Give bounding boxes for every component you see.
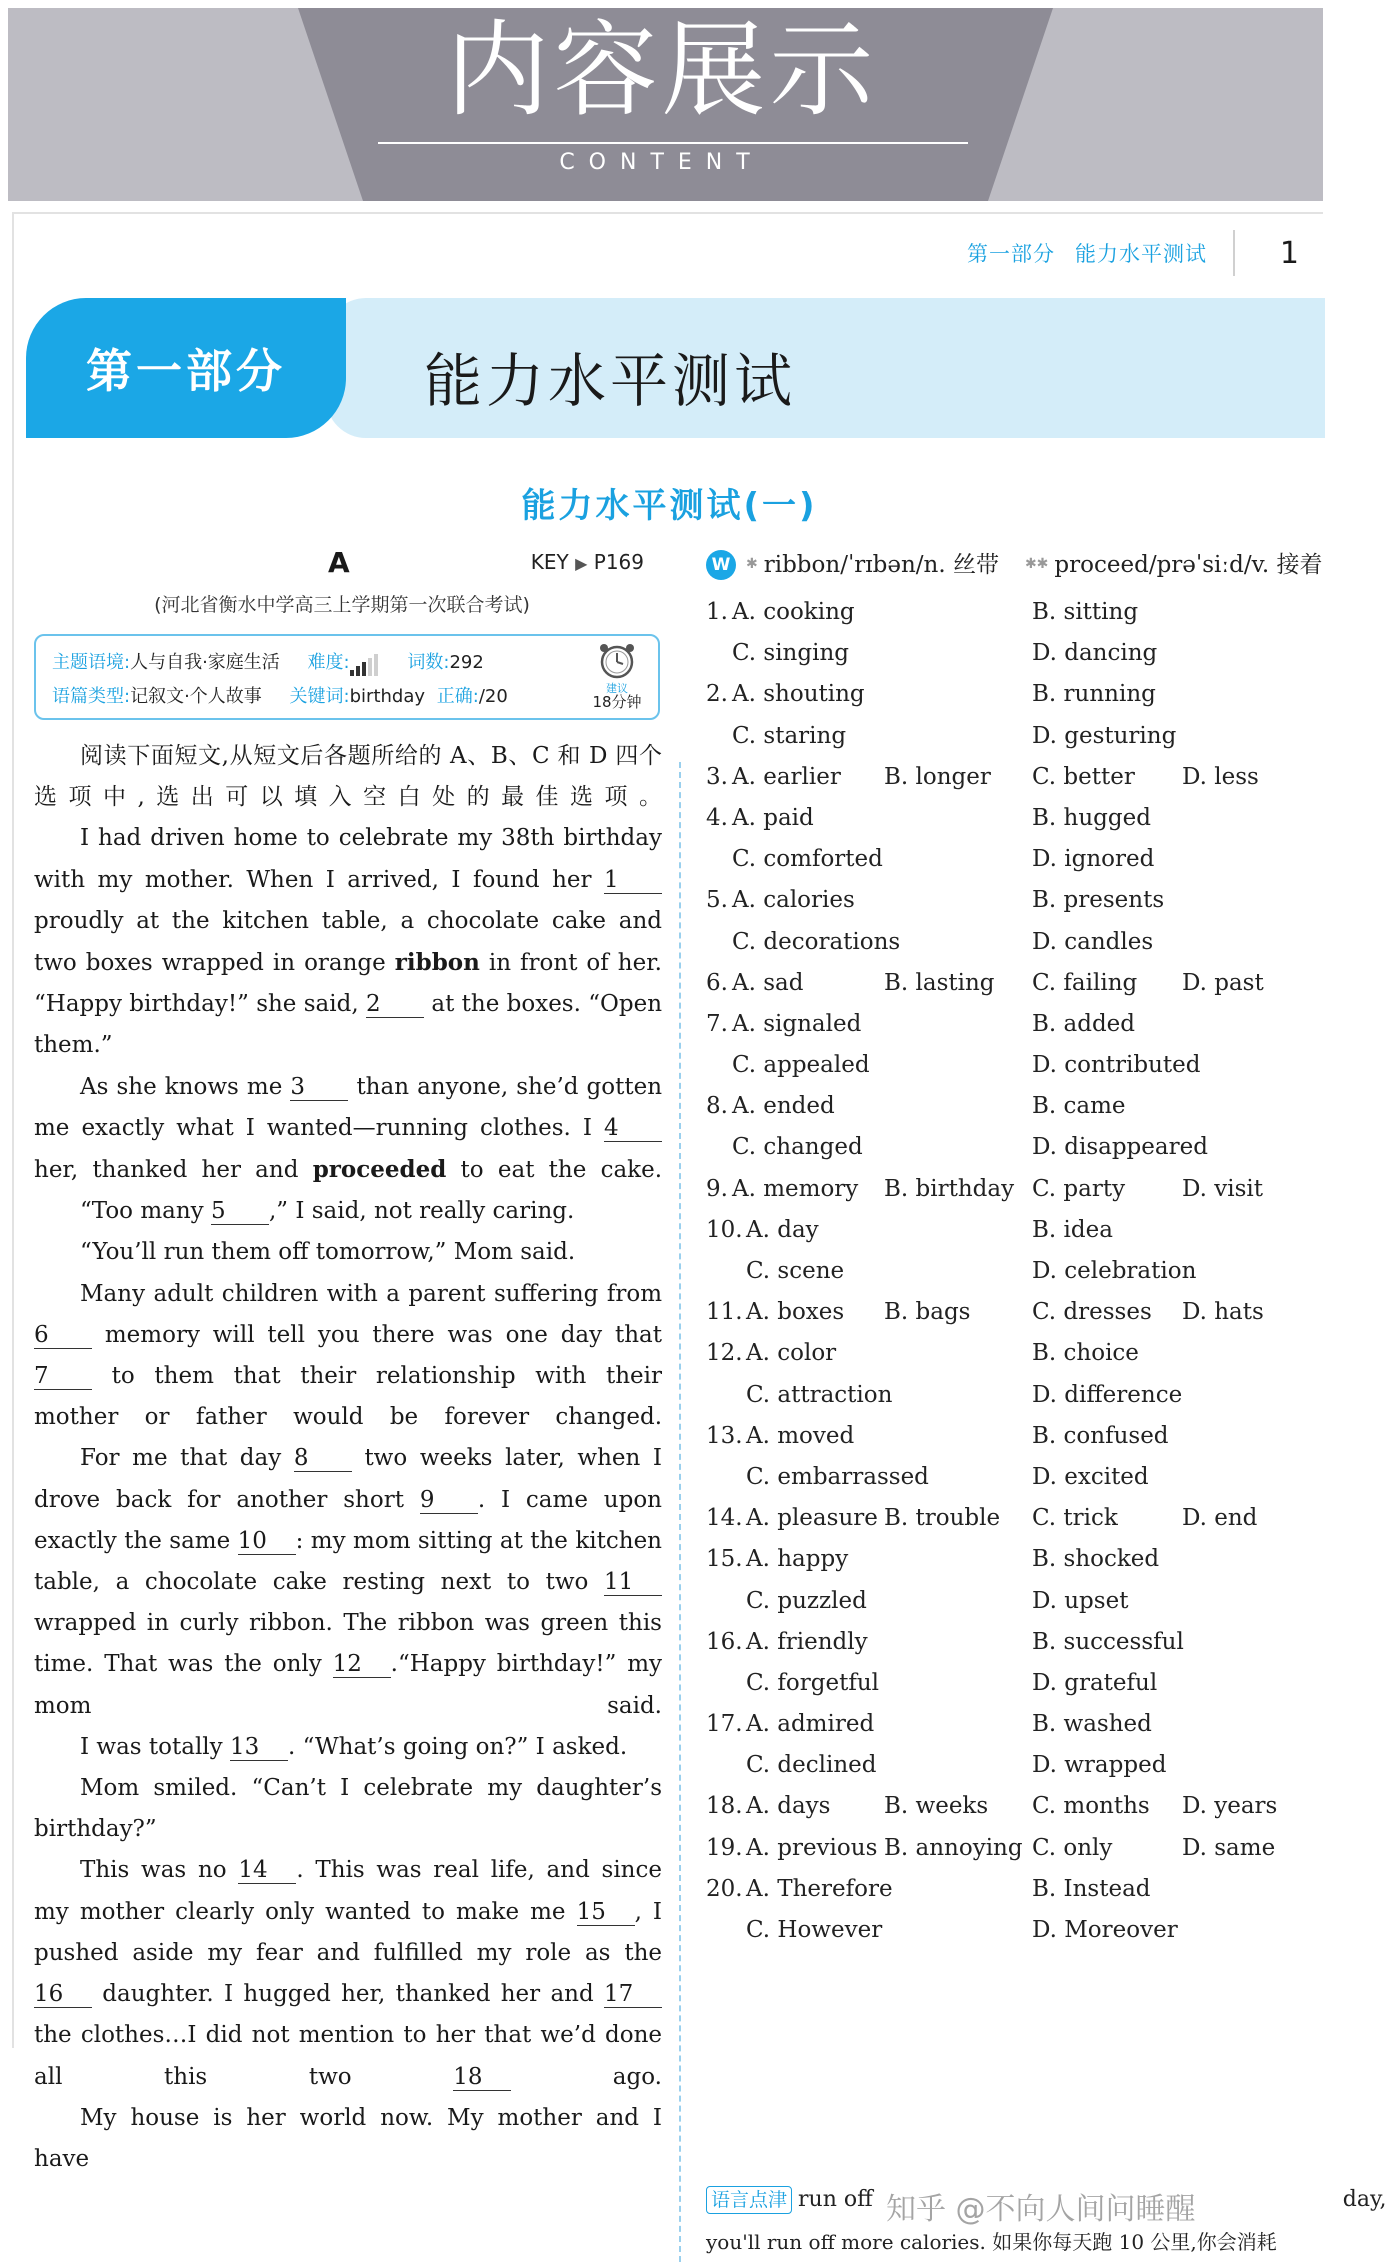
option-a: A. color [746,1340,837,1367]
option-a: A. calories [732,887,855,914]
option-b: B. successful [1032,1628,1184,1655]
option-a: A. memory [732,1175,859,1202]
info-row-2 [52,682,530,708]
option-a: A. moved [746,1422,855,1449]
text: ,” I said, not really caring. [268,1198,575,1225]
language-note-start: run off [798,2187,873,2212]
question-10 [706,1210,1325,1251]
option-d: D. past [1182,969,1264,996]
blank-4: 4 [604,1115,662,1142]
question-number: 5. [706,887,728,914]
language-note-end: day, [1342,2187,1386,2212]
option-a: A. days [746,1793,831,1820]
blank-12: 12 [333,1651,391,1678]
question-number: 1. [706,599,728,625]
time-value: 18分钟 [592,693,642,711]
paragraph-6 [34,1438,662,1726]
paragraph-9 [34,1850,662,2097]
question-number: 6. [706,969,728,996]
option-d: D. years [1182,1793,1278,1820]
correct-value: /20 [478,686,508,707]
difficulty-bars-icon [350,654,380,676]
text: I had driven home to celebrate my 38th birthday with my mother. When I arrived, I found her [34,825,662,893]
text: My house is her world now. My mother and I have [34,2104,662,2172]
option-a: A. paid [732,804,814,831]
text: Mom smiled. “Can’t I celebrate my daughter’s birthday?” [34,1775,662,1843]
blank-7: 7 [34,1363,92,1390]
option-d: D. candles [1032,928,1154,955]
option-d: D. upset [1032,1587,1129,1614]
option-a: A. boxes [746,1299,845,1326]
option-c: C. trick [1032,1505,1118,1532]
text: than anyone, she’d gotten me exactly what I wanted—running clothes. I [34,1073,663,1141]
blank-1: 1 [604,867,662,894]
option-b: B. birthday [884,1175,1015,1202]
option-a: A. ended [732,1093,835,1120]
double-star-icon: ✱✱ [1024,556,1049,572]
question-number: 2. [706,681,728,708]
question-5 [706,880,1325,921]
running-head [967,230,1299,276]
question-12-cont [706,1375,1325,1416]
text: proudly at the kitchen table, a chocolate cake and two boxes wrapped in orange [34,907,662,977]
answer-options [706,592,1325,1951]
passage-source: (河北省衡水中学高三上学期第一次联合考试) [154,594,530,616]
theme-label: 主题语境: [52,652,131,673]
option-d: D. grateful [1032,1669,1158,1696]
option-d: D. disappeared [1032,1134,1208,1161]
option-b: B. came [1032,1093,1126,1120]
question-20-cont [706,1910,1325,1951]
test-title: 能力水平测试(一) [521,486,818,526]
blank-14: 14 [238,1857,296,1884]
question-16-cont [706,1663,1325,1704]
question-number: 8. [706,1093,728,1120]
option-c: C. scene [746,1258,845,1284]
passage-letter: A [328,546,350,579]
text: wrapped in curly ribbon. The ribbon was green this time. That was the only [34,1610,662,1678]
text: her, thanked her and [34,1157,299,1184]
instruction-text: 阅读下面短文,从短文后各题所给的 A、B、C 和 D 四个选项中,选出可以填入空白处的最佳选项。 [34,743,662,811]
question-8-cont [706,1127,1325,1168]
option-b: B. added [1032,1010,1136,1037]
text: ago. [612,2063,662,2090]
blank-3: 3 [290,1074,348,1101]
text: memory will tell you there was one day that [104,1321,663,1348]
alarm-clock-icon [595,640,639,680]
question-number: 16. [706,1628,743,1655]
question-3 [706,757,1325,798]
paragraph-10 [34,2098,662,2180]
correct-label: 正确: [436,686,479,707]
keyword-value: birthday [349,686,426,707]
question-15-cont [706,1581,1325,1622]
blank-18: 18 [453,2064,511,2091]
language-note-line-2: you'll run off more calories. 如果你每天跑 10 公里,你会消耗 [706,2230,1277,2254]
vocab-word-2: proceed/prəˈsiːd/v. 接着 [1054,552,1323,578]
text: two weeks later, when I drove back for another short [34,1445,662,1513]
blank-8: 8 [294,1445,352,1472]
running-head-part: 第一部分 [967,242,1055,266]
question-6 [706,963,1325,1004]
question-11 [706,1292,1325,1333]
question-18 [706,1786,1325,1827]
question-10-cont [706,1251,1325,1292]
option-d: D. Moreover [1032,1917,1178,1943]
paragraph-3 [34,1191,662,1232]
theme-value: 人与自我·家庭生活 [130,652,280,673]
option-b: B. washed [1032,1711,1152,1738]
question-1-cont [706,633,1325,674]
option-a: A. day [746,1216,819,1243]
option-c: C. better [1032,763,1135,790]
question-7 [706,1004,1325,1045]
question-7-cont [706,1045,1325,1086]
paragraph-2 [34,1067,662,1192]
question-12 [706,1333,1325,1374]
option-a: A. previous [746,1834,878,1861]
difficulty-label: 难度: [307,652,350,673]
option-d: D. visit [1182,1175,1263,1202]
banner-subtitle: CONTENT [559,150,764,175]
option-c: C. only [1032,1834,1113,1861]
option-b: B. longer [884,763,991,790]
text: . I came upon exactly the same [34,1486,662,1554]
text: Many adult children with a parent suffering from [80,1280,662,1307]
answer-key-reference [531,550,644,574]
option-d: D. ignored [1032,846,1155,873]
question-20 [706,1869,1325,1910]
question-5-cont [706,922,1325,963]
blank-6: 6 [34,1322,92,1349]
text: to them that their relationship with their mother or father would be forever changed. [34,1363,662,1431]
option-a: A. happy [746,1546,849,1573]
option-b: B. choice [1032,1340,1139,1367]
option-d: D. contributed [1032,1052,1201,1079]
paragraph-4 [34,1232,662,1273]
option-d: D. celebration [1032,1258,1197,1284]
keyword-proceeded: proceeded [312,1156,447,1184]
option-c: C. dresses [1032,1299,1152,1326]
option-a: A. signaled [732,1010,862,1037]
star-icon: ✱ [746,556,758,572]
text: : my mom sitting at the kitchen table, a chocolate cake resting next to two [34,1527,662,1596]
paragraph-8 [34,1768,662,1850]
option-b: B. bags [884,1299,971,1326]
vocab-word-1: ribbon/ˈrɪbən/n. 丝带 [763,552,999,578]
question-13 [706,1416,1325,1457]
option-a: A. friendly [746,1628,868,1655]
vocabulary-note [706,546,1322,580]
blank-13: 13 [230,1734,288,1761]
time-note: 建议 [606,682,628,695]
key-page: P169 [593,550,644,574]
option-a: A. earlier [732,763,841,790]
option-a: A. Therefore [746,1875,893,1902]
option-b: B. shocked [1032,1546,1160,1573]
language-note-badge: 语言点津 [706,2186,792,2214]
question-number: 17. [706,1711,743,1738]
blank-9: 9 [420,1487,478,1514]
text: .“Happy birthday!” my mom said. [34,1651,663,1719]
blank-2: 2 [366,991,424,1018]
question-4 [706,798,1325,839]
question-number: 11. [706,1299,743,1326]
question-15 [706,1539,1325,1580]
suggested-time [584,640,650,711]
word-badge-icon: W [706,550,736,580]
option-c: C. attraction [746,1381,893,1408]
text: . This was real life, and since my mother clearly only wanted to make me [34,1857,662,1925]
passage-info-box [34,634,660,720]
text: at the boxes. “Open them.” [34,991,663,1059]
option-d: D. wrapped [1032,1752,1167,1779]
text: the clothes…I did not mention to her that we’d done all this two [34,2022,662,2090]
option-b: B. annoying [884,1834,1023,1861]
blank-17: 17 [604,1981,662,2008]
text: . “What’s going on?” I asked. [287,1733,628,1760]
question-2 [706,674,1325,715]
option-c: C. forgetful [746,1669,880,1696]
question-14 [706,1498,1325,1539]
question-number: 19. [706,1834,743,1861]
arrow-right-icon: ▶ [575,554,588,573]
question-4-cont [706,839,1325,880]
paragraph-7 [34,1727,662,1768]
question-number: 18. [706,1793,743,1820]
text: For me that day [80,1445,282,1472]
wordcount-value: 292 [449,652,484,673]
info-row-1 [52,648,506,676]
instruction-paragraph [34,736,662,818]
running-head-section: 能力水平测试 [1075,242,1207,266]
text: “You’ll run them off tomorrow,” Mom said. [80,1239,576,1266]
genre-label: 语篇类型: [52,686,131,707]
running-head-divider [1233,230,1235,276]
blank-15: 15 [577,1899,635,1926]
text: in front of her. “Happy birthday!” she said, [34,950,662,1018]
option-a: A. cooking [732,599,855,625]
question-16 [706,1622,1325,1663]
option-d: D. gesturing [1032,722,1177,749]
wordcount-label: 词数: [407,652,450,673]
question-number: 9. [706,1175,728,1202]
section-header [26,298,1325,438]
column-divider [679,762,681,2262]
text: I was totally [80,1733,223,1760]
option-b: B. lasting [884,969,995,996]
key-label: KEY [530,550,569,574]
option-d: D. less [1182,763,1259,790]
question-number: 7. [706,1010,728,1037]
cloze-passage [34,736,662,2180]
question-13-cont [706,1457,1325,1498]
question-number: 12. [706,1340,743,1367]
question-1 [706,592,1325,633]
question-number: 15. [706,1546,743,1573]
option-b: B. presents [1032,887,1165,914]
option-c: C. appealed [732,1052,870,1079]
keyword-ribbon: ribbon [394,949,480,977]
option-c: C. However [746,1917,883,1943]
option-c: C. decorations [732,928,901,955]
option-b: B. hugged [1032,804,1151,831]
option-b: B. confused [1032,1422,1169,1449]
option-c: C. singing [732,640,849,667]
paragraph-1 [34,818,662,1066]
text: , I pushed aside my fear and fulfilled my role as the [34,1898,662,1966]
keyword-label: 关键词: [289,686,350,707]
text: daughter. I hugged her, thanked her and [102,1981,594,2008]
blank-16: 16 [34,1981,92,2008]
blank-10: 10 [238,1528,296,1555]
option-b: B. Instead [1032,1875,1151,1902]
text: This was no [80,1857,227,1884]
book-page [12,212,1386,2254]
blank-5: 5 [211,1198,269,1225]
option-a: A. shouting [732,681,865,708]
option-b: B. trouble [884,1505,1001,1532]
text: As she knows me [80,1073,283,1100]
option-d: D. hats [1182,1299,1264,1326]
blank-11: 11 [604,1569,662,1596]
option-d: D. dancing [1032,640,1158,667]
option-c: C. months [1032,1793,1150,1820]
section-title: 能力水平测试 [424,347,797,415]
option-b: B. idea [1032,1216,1113,1243]
paragraph-5 [34,1274,662,1439]
option-c: C. embarrassed [746,1463,929,1490]
question-number: 13. [706,1422,743,1449]
question-number: 3. [706,763,728,790]
question-2-cont [706,716,1325,757]
page-number: 1 [1279,235,1299,271]
option-c: C. comforted [732,846,883,873]
option-a: A. admired [746,1711,875,1738]
text: to eat the cake. [460,1157,663,1184]
option-c: C. failing [1032,969,1138,996]
question-9 [706,1169,1325,1210]
banner-title: 内容展示 [445,9,878,131]
question-number: 4. [706,804,728,831]
option-b: B. sitting [1032,599,1139,625]
option-a: A. sad [732,969,804,996]
watermark-text: 知乎 @不向人间问睡醒 [886,2192,1196,2227]
option-b: B. running [1032,681,1156,708]
option-a: A. pleasure [746,1505,878,1532]
option-d: D. difference [1032,1381,1183,1408]
question-17-cont [706,1745,1325,1786]
option-d: D. excited [1032,1463,1149,1490]
option-c: C. puzzled [746,1587,867,1614]
option-c: C. changed [732,1134,863,1161]
question-number: 14. [706,1505,743,1532]
question-17 [706,1704,1325,1745]
option-c: C. party [1032,1175,1126,1202]
option-c: C. staring [732,722,847,749]
question-number: 10. [706,1216,743,1243]
option-d: D. same [1182,1834,1276,1861]
option-b: B. weeks [884,1793,989,1820]
option-d: D. end [1182,1505,1258,1532]
text: “Too many [80,1198,204,1225]
option-c: C. declined [746,1752,877,1779]
section-tab-label: 第一部分 [86,344,286,398]
genre-value: 记叙文·个人故事 [130,686,262,707]
question-number: 20. [706,1875,743,1902]
question-8 [706,1086,1325,1127]
question-19 [706,1828,1325,1869]
